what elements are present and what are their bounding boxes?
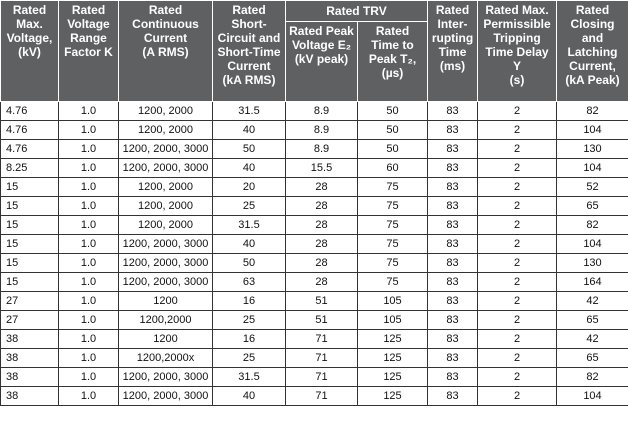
header-line: (kV) bbox=[18, 45, 41, 59]
cell-continuous-current: 1200, 2000, 3000 bbox=[119, 140, 213, 159]
cell-range-factor: 1.0 bbox=[59, 159, 119, 178]
cell-short-circuit: 50 bbox=[213, 140, 286, 159]
header-line: Current, bbox=[569, 59, 616, 73]
cell-range-factor: 1.0 bbox=[59, 140, 119, 159]
cell-time-to-peak: 50 bbox=[358, 102, 428, 121]
cell-peak-voltage: 8.9 bbox=[286, 121, 358, 140]
cell-continuous-current: 1200,2000 bbox=[119, 311, 213, 330]
cell-time-to-peak: 125 bbox=[358, 387, 428, 406]
cell-time-to-peak: 125 bbox=[358, 349, 428, 368]
cell-continuous-current: 1200, 2000 bbox=[119, 178, 213, 197]
cell-interrupting-time: 83 bbox=[428, 254, 478, 273]
cell-peak-voltage: 71 bbox=[286, 349, 358, 368]
cell-peak-voltage: 8.9 bbox=[286, 102, 358, 121]
header-closing-latching-current bbox=[557, 1, 628, 102]
table-row bbox=[1, 368, 628, 387]
cell-interrupting-time: 83 bbox=[428, 140, 478, 159]
header-peak-voltage bbox=[286, 22, 358, 102]
table-header bbox=[1, 1, 628, 102]
cell-time-to-peak: 75 bbox=[358, 178, 428, 197]
cell-voltage: 38 bbox=[1, 368, 59, 387]
header-line: Rated bbox=[375, 24, 410, 38]
cell-time-to-peak: 60 bbox=[358, 159, 428, 178]
header-line: Continuous bbox=[132, 17, 199, 31]
table-row bbox=[1, 330, 628, 349]
header-voltage-range-factor bbox=[59, 1, 119, 102]
cell-interrupting-time: 83 bbox=[428, 330, 478, 349]
cell-peak-voltage: 28 bbox=[286, 254, 358, 273]
header-line: (kA Peak) bbox=[565, 73, 620, 87]
cell-range-factor: 1.0 bbox=[59, 311, 119, 330]
cell-tripping-delay: 2 bbox=[478, 197, 557, 216]
cell-voltage: 15 bbox=[1, 197, 59, 216]
table-row bbox=[1, 292, 628, 311]
cell-peak-voltage: 71 bbox=[286, 368, 358, 387]
cell-closing-latching: 104 bbox=[557, 235, 628, 254]
cell-short-circuit: 63 bbox=[213, 273, 286, 292]
cell-interrupting-time: 83 bbox=[428, 292, 478, 311]
header-line: Rated Peak bbox=[289, 24, 354, 38]
cell-peak-voltage: 28 bbox=[286, 235, 358, 254]
cell-closing-latching: 65 bbox=[557, 197, 628, 216]
header-line: Rated bbox=[575, 3, 610, 17]
cell-closing-latching: 104 bbox=[557, 387, 628, 406]
table-row bbox=[1, 197, 628, 216]
cell-voltage: 27 bbox=[1, 311, 59, 330]
cell-voltage: 15 bbox=[1, 273, 59, 292]
cell-voltage: 4.76 bbox=[1, 121, 59, 140]
cell-closing-latching: 82 bbox=[557, 102, 628, 121]
header-line: Time Delay Y bbox=[485, 45, 549, 73]
cell-voltage: 15 bbox=[1, 235, 59, 254]
cell-peak-voltage: 28 bbox=[286, 178, 358, 197]
cell-peak-voltage: 28 bbox=[286, 216, 358, 235]
cell-voltage: 15 bbox=[1, 254, 59, 273]
cell-range-factor: 1.0 bbox=[59, 216, 119, 235]
cell-interrupting-time: 83 bbox=[428, 216, 478, 235]
header-line: Latching bbox=[567, 45, 618, 59]
cell-short-circuit: 20 bbox=[213, 178, 286, 197]
header-line: Voltage, bbox=[6, 31, 53, 45]
cell-short-circuit: 25 bbox=[213, 197, 286, 216]
header-line: Rated bbox=[435, 3, 470, 17]
header-line: (kA RMS) bbox=[222, 73, 276, 87]
cell-time-to-peak: 75 bbox=[358, 254, 428, 273]
cell-continuous-current: 1200, 2000 bbox=[119, 102, 213, 121]
cell-closing-latching: 130 bbox=[557, 140, 628, 159]
header-line: Rated Max. bbox=[485, 3, 549, 17]
cell-range-factor: 1.0 bbox=[59, 273, 119, 292]
cell-tripping-delay: 2 bbox=[478, 330, 557, 349]
cell-continuous-current: 1200, 2000 bbox=[119, 121, 213, 140]
header-line: Rated bbox=[148, 3, 183, 17]
cell-continuous-current: 1200, 2000 bbox=[119, 197, 213, 216]
cell-range-factor: 1.0 bbox=[59, 349, 119, 368]
header-line: Circuit and bbox=[217, 31, 281, 45]
cell-closing-latching: 42 bbox=[557, 330, 628, 349]
cell-short-circuit: 50 bbox=[213, 254, 286, 273]
cell-range-factor: 1.0 bbox=[59, 121, 119, 140]
cell-closing-latching: 42 bbox=[557, 292, 628, 311]
cell-continuous-current: 1200,2000x bbox=[119, 349, 213, 368]
header-tripping-time-delay bbox=[478, 1, 557, 102]
cell-time-to-peak: 50 bbox=[358, 121, 428, 140]
cell-peak-voltage: 28 bbox=[286, 273, 358, 292]
header-line: Inter- bbox=[437, 17, 468, 31]
cell-tripping-delay: 2 bbox=[478, 121, 557, 140]
cell-short-circuit: 31.5 bbox=[213, 368, 286, 387]
header-line: Time bbox=[438, 45, 467, 59]
cell-range-factor: 1.0 bbox=[59, 178, 119, 197]
cell-time-to-peak: 50 bbox=[358, 140, 428, 159]
cell-interrupting-time: 83 bbox=[428, 235, 478, 254]
header-line: Rated bbox=[232, 3, 266, 17]
cell-voltage: 4.76 bbox=[1, 140, 59, 159]
cell-time-to-peak: 125 bbox=[358, 330, 428, 349]
cell-tripping-delay: 2 bbox=[478, 216, 557, 235]
cell-time-to-peak: 75 bbox=[358, 235, 428, 254]
cell-time-to-peak: 75 bbox=[358, 273, 428, 292]
cell-range-factor: 1.0 bbox=[59, 330, 119, 349]
table-row bbox=[1, 235, 628, 254]
cell-interrupting-time: 83 bbox=[428, 121, 478, 140]
header-line: Max. bbox=[16, 17, 43, 31]
cell-range-factor: 1.0 bbox=[59, 197, 119, 216]
table-row bbox=[1, 254, 628, 273]
header-line: Voltage E₂ bbox=[291, 38, 352, 52]
cell-short-circuit: 40 bbox=[213, 235, 286, 254]
table-row bbox=[1, 387, 628, 406]
cell-closing-latching: 130 bbox=[557, 254, 628, 273]
cell-peak-voltage: 71 bbox=[286, 330, 358, 349]
cell-short-circuit: 25 bbox=[213, 311, 286, 330]
cell-tripping-delay: 2 bbox=[478, 235, 557, 254]
cell-range-factor: 1.0 bbox=[59, 235, 119, 254]
header-line: Permissible bbox=[483, 17, 551, 31]
cell-closing-latching: 82 bbox=[557, 216, 628, 235]
table-row bbox=[1, 349, 628, 368]
header-continuous-current bbox=[119, 1, 213, 102]
cell-tripping-delay: 2 bbox=[478, 292, 557, 311]
table-row bbox=[1, 140, 628, 159]
cell-continuous-current: 1200, 2000, 3000 bbox=[119, 159, 213, 178]
cell-voltage: 8.25 bbox=[1, 159, 59, 178]
header-interrupting-time bbox=[428, 1, 478, 102]
table-row bbox=[1, 121, 628, 140]
cell-continuous-current: 1200, 2000, 3000 bbox=[119, 235, 213, 254]
cell-time-to-peak: 105 bbox=[358, 311, 428, 330]
cell-closing-latching: 65 bbox=[557, 349, 628, 368]
header-line: Short-Time bbox=[217, 45, 281, 59]
cell-interrupting-time: 83 bbox=[428, 197, 478, 216]
header-line: Time to bbox=[371, 38, 414, 52]
header-line: Current bbox=[143, 31, 188, 45]
header-line: and bbox=[581, 31, 604, 45]
cell-interrupting-time: 83 bbox=[428, 387, 478, 406]
header-line: Current bbox=[227, 59, 271, 73]
header-line: Peak T₂, bbox=[368, 52, 417, 66]
cell-peak-voltage: 71 bbox=[286, 387, 358, 406]
cell-continuous-current: 1200, 2000, 3000 bbox=[119, 273, 213, 292]
cell-peak-voltage: 8.9 bbox=[286, 140, 358, 159]
cell-closing-latching: 104 bbox=[557, 159, 628, 178]
cell-short-circuit: 40 bbox=[213, 121, 286, 140]
cell-interrupting-time: 83 bbox=[428, 349, 478, 368]
cell-range-factor: 1.0 bbox=[59, 102, 119, 121]
header-line: (s) bbox=[509, 73, 525, 87]
header-short-circuit-current bbox=[213, 1, 286, 102]
cell-short-circuit: 31.5 bbox=[213, 102, 286, 121]
cell-short-circuit: 40 bbox=[213, 159, 286, 178]
cell-continuous-current: 1200, 2000, 3000 bbox=[119, 254, 213, 273]
cell-range-factor: 1.0 bbox=[59, 254, 119, 273]
cell-closing-latching: 164 bbox=[557, 273, 628, 292]
table-body bbox=[1, 102, 628, 406]
table-row bbox=[1, 178, 628, 197]
cell-tripping-delay: 2 bbox=[478, 178, 557, 197]
cell-time-to-peak: 75 bbox=[358, 197, 428, 216]
cell-tripping-delay: 2 bbox=[478, 368, 557, 387]
header-line: Tripping bbox=[493, 31, 541, 45]
cell-tripping-delay: 2 bbox=[478, 159, 557, 178]
cell-short-circuit: 40 bbox=[213, 387, 286, 406]
cell-short-circuit: 31.5 bbox=[213, 216, 286, 235]
cell-interrupting-time: 83 bbox=[428, 102, 478, 121]
cell-interrupting-time: 83 bbox=[428, 159, 478, 178]
cell-short-circuit: 25 bbox=[213, 349, 286, 368]
cell-continuous-current: 1200, 2000 bbox=[119, 216, 213, 235]
cell-tripping-delay: 2 bbox=[478, 311, 557, 330]
cell-continuous-current: 1200, 2000, 3000 bbox=[119, 368, 213, 387]
header-time-to-peak bbox=[358, 22, 428, 102]
header-line: (A RMS) bbox=[142, 45, 189, 59]
cell-time-to-peak: 105 bbox=[358, 292, 428, 311]
header-line: Rated bbox=[12, 3, 47, 17]
header-line: Rated bbox=[71, 3, 106, 17]
cell-tripping-delay: 2 bbox=[478, 273, 557, 292]
cell-interrupting-time: 83 bbox=[428, 311, 478, 330]
cell-tripping-delay: 2 bbox=[478, 349, 557, 368]
cell-voltage: 38 bbox=[1, 387, 59, 406]
cell-range-factor: 1.0 bbox=[59, 292, 119, 311]
cell-short-circuit: 16 bbox=[213, 292, 286, 311]
cell-voltage: 27 bbox=[1, 292, 59, 311]
cell-time-to-peak: 125 bbox=[358, 368, 428, 387]
cell-voltage: 4.76 bbox=[1, 102, 59, 121]
header-line: (µs) bbox=[381, 66, 404, 80]
cell-voltage: 38 bbox=[1, 349, 59, 368]
cell-range-factor: 1.0 bbox=[59, 368, 119, 387]
header-line: (kV peak) bbox=[294, 52, 349, 66]
header-line: Range bbox=[70, 31, 107, 45]
cell-tripping-delay: 2 bbox=[478, 140, 557, 159]
cell-short-circuit: 16 bbox=[213, 330, 286, 349]
cell-closing-latching: 104 bbox=[557, 121, 628, 140]
header-rated-trv: Rated TRV bbox=[286, 1, 428, 22]
header-line: Short- bbox=[231, 17, 267, 31]
header-line: Voltage bbox=[67, 17, 110, 31]
cell-continuous-current: 1200, 2000, 3000 bbox=[119, 387, 213, 406]
cell-tripping-delay: 2 bbox=[478, 254, 557, 273]
header-line: rupting bbox=[431, 31, 474, 45]
cell-peak-voltage: 51 bbox=[286, 311, 358, 330]
table-row bbox=[1, 159, 628, 178]
header-line: Factor K bbox=[64, 45, 113, 59]
cell-closing-latching: 52 bbox=[557, 178, 628, 197]
cell-continuous-current: 1200 bbox=[119, 330, 213, 349]
cell-closing-latching: 65 bbox=[557, 311, 628, 330]
cell-voltage: 38 bbox=[1, 330, 59, 349]
cell-interrupting-time: 83 bbox=[428, 368, 478, 387]
cell-peak-voltage: 51 bbox=[286, 292, 358, 311]
cell-range-factor: 1.0 bbox=[59, 387, 119, 406]
table-row bbox=[1, 311, 628, 330]
cell-time-to-peak: 75 bbox=[358, 216, 428, 235]
cell-tripping-delay: 2 bbox=[478, 102, 557, 121]
cell-tripping-delay: 2 bbox=[478, 387, 557, 406]
cell-peak-voltage: 15.5 bbox=[286, 159, 358, 178]
header-rated-max-voltage bbox=[1, 1, 59, 102]
cell-continuous-current: 1200 bbox=[119, 292, 213, 311]
cell-peak-voltage: 28 bbox=[286, 197, 358, 216]
cell-voltage: 15 bbox=[1, 216, 59, 235]
cell-voltage: 15 bbox=[1, 178, 59, 197]
cell-closing-latching: 82 bbox=[557, 368, 628, 387]
table-row bbox=[1, 273, 628, 292]
header-line: (ms) bbox=[439, 59, 466, 73]
header-line: Closing bbox=[570, 17, 615, 31]
cell-interrupting-time: 83 bbox=[428, 273, 478, 292]
table-row bbox=[1, 216, 628, 235]
cell-interrupting-time: 83 bbox=[428, 178, 478, 197]
table-row bbox=[1, 102, 628, 121]
